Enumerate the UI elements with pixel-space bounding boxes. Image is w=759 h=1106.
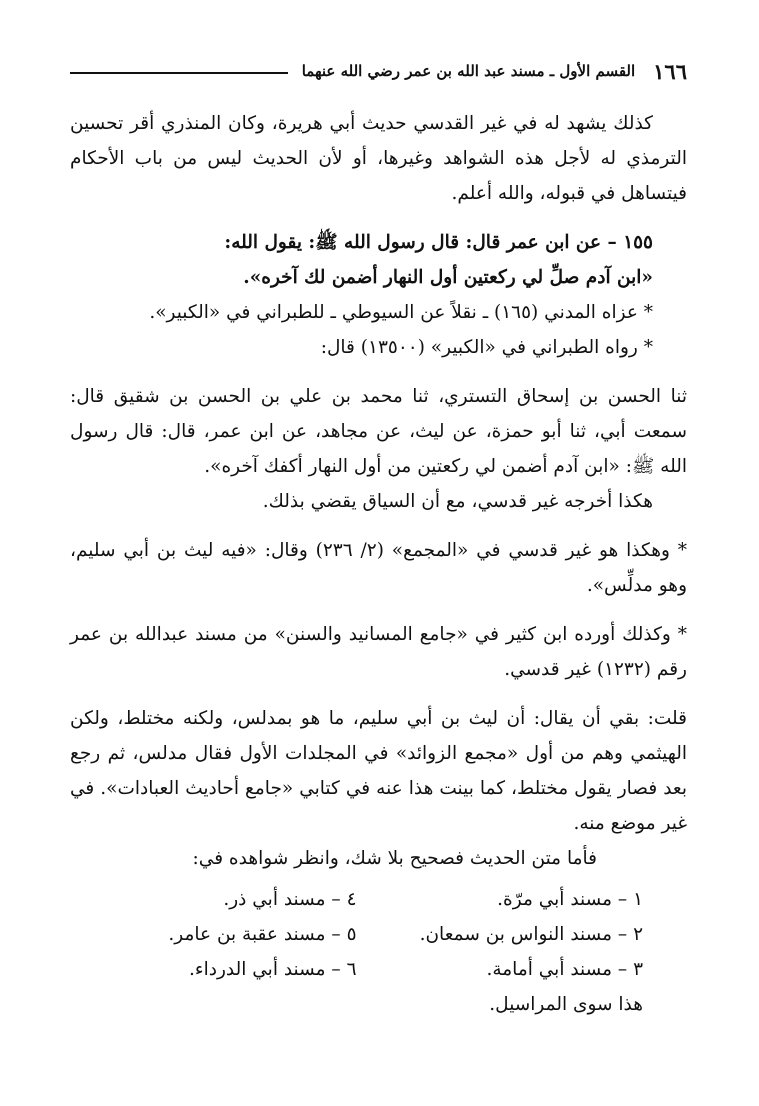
comment-paragraph: هكذا أخرجه غير قدسي، مع أن السياق يقضي بذلك. <box>262 491 653 512</box>
author-comment: قلت: بقي أن يقال: أن ليث بن أبي سليم، ما هو بمدلس، ولكنه مختلط، ولكن الهيثمي وهم من أول «مجمع الزوائد» في المجلدات الأول فقال مدلس، ثم رجع بعد فصار يقول مختلط، كما بينت هذا عنه في كتابي «جامع أحاديث العبادات». في غير موضع منه. <box>70 708 687 834</box>
list-item: ٦ – مسند أبي الدرداء. <box>188 959 357 980</box>
list-item: ٥ – مسند عقبة بن عامر. <box>168 924 357 945</box>
list-item: ١ – مسند أبي مرّة. <box>497 889 643 910</box>
list-item: ٤ – مسند أبي ذر. <box>223 889 357 910</box>
takhrij-note-1: * عزاه المدني (١٦٥) ـ نقلاً عن السيوطي ـ للطبراني في «الكبير». <box>149 302 653 323</box>
takhrij-note-2: * رواه الطبراني في «الكبير» (١٣٥٠٠) قال: <box>320 337 653 358</box>
page-header <box>70 54 687 88</box>
paragraph-intro: كذلك يشهد له في غير القدسي حديث أبي هريرة، وكان المنذري أقر تحسين الترمذي له لأجل هذه الشواهد وغيرها، أو لأن الحديث ليس من باب الأحكام فيتساهل في قبوله، والله أعلم. <box>70 113 687 204</box>
hadith-heading: ١٥٥ – عن ابن عمر قال: قال رسول الله ﷺ: يقول الله: <box>224 232 653 253</box>
shawahid-column-left <box>70 882 357 987</box>
list-item: ٣ – مسند أبي أمامة. <box>486 959 643 980</box>
closing-line: هذا سوى المراسيل. <box>489 994 643 1015</box>
list-item: ٢ – مسند النواس بن سمعان. <box>419 924 643 945</box>
running-title: القسم الأول ـ مسند عبد الله بن عمر رضي الله عنهما <box>301 62 636 80</box>
majma-note: * وهكذا هو غير قدسي في «المجمع» (٢/ ٢٣٦) وقال: «فيه ليث بن أبي سليم، وهو مدلِّس». <box>70 540 687 596</box>
shawahid-intro: فأما متن الحديث فصحيح بلا شك، وانظر شواهده في: <box>192 848 597 869</box>
header-rule <box>70 72 288 74</box>
isnad-paragraph: ثنا الحسن بن إسحاق التستري، ثنا محمد بن علي بن الحسن بن شقيق قال: سمعت أبي، ثنا أبو حمزة، عن ليث، عن مجاهد، عن ابن عمر، قال: قال رسول الله ﷺ: «ابن آدم أضمن لي ركعتين من أول النهار أكفك آخره». <box>70 386 687 477</box>
ibn-kathir-note: * وكذلك أورده ابن كثير في «جامع المسانيد والسنن» من مسند عبدالله بن عمر رقم (١٢٣٢) غير قدسي. <box>70 624 687 680</box>
hadith-text: «ابن آدم صلِّ لي ركعتين أول النهار أضمن لك آخره». <box>243 267 653 288</box>
book-page <box>70 54 687 1094</box>
shawahid-column-right <box>357 882 644 987</box>
page-body <box>70 106 687 1022</box>
page-number: ١٦٦ <box>653 58 687 84</box>
shawahid-list <box>70 882 687 987</box>
